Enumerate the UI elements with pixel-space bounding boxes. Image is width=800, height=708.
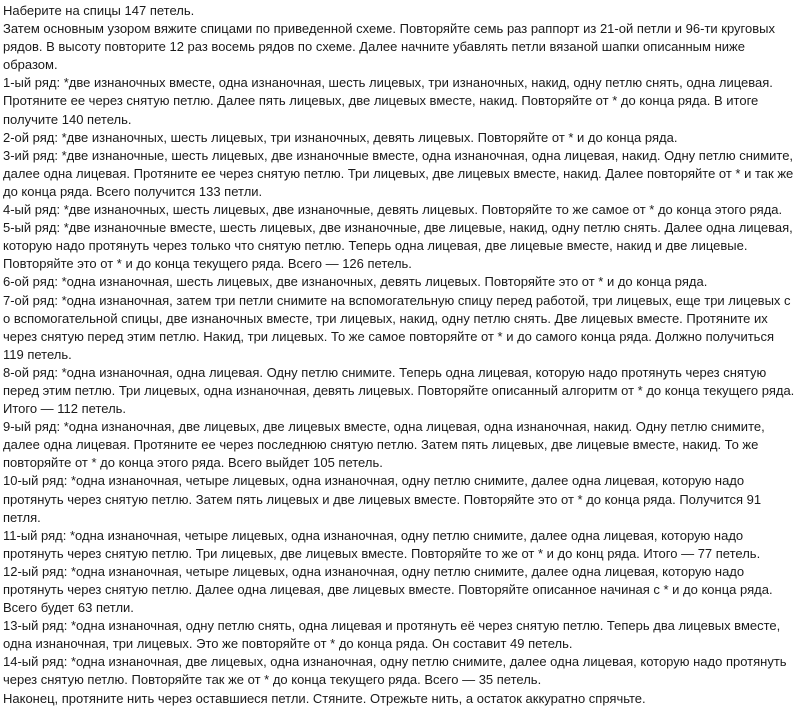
- finishing-instructions: Наконец, протяните нить через оставшиеся петли. Стяните. Отрежьте нить, а остаток аккуратно спрячьте.: [3, 690, 646, 706]
- intro-paragraph: Затем основным узором вяжите спицами по приведенной схеме. Повторяйте семь раз раппорт из 21-ой петли и 96-ти круговых рядов. В высоту повторите 12 раз восемь рядов по схеме. Далее начните убавлять петли вязаной шапки описанным ниже образом.: [3, 21, 775, 73]
- row-5-instructions: 5-ый ряд: *две изнаночные вместе, шесть лицевых, две изнаночные, две лицевые, накид, одну петлю снять. Далее одна лицевая, которую надо протянуть через только что снятую петлю. Теперь одна лицевая, две лицевые вместе, накид и две лицевые. Повторяйте это от * и до конца текущего ряда. Всего — 126 петель.: [3, 220, 793, 272]
- row-9-instructions: 9-ый ряд: *одна изнаночная, две лицевых, две лицевых вместе, одна лицевая, одна изнаночная, накид. Одну петлю снимите, далее одна лицевая. Протяните ее через последнюю снятую петлю. Затем пять лицевых, две лицевые вместе, накид. То же повторяйте от * до конца этого ряда. Всего выйдет 105 петель.: [3, 419, 765, 471]
- row-1-instructions: 1-ый ряд: *две изнаночных вместе, одна изнаночная, шесть лицевых, три изнаночных, накид, одну петлю снять, одна лицевая. Протяните ее через снятую петлю. Далее пять лицевых, две лицевых вместе, накид. Повторяйте от * до конца ряда. В итоге получите 140 петель.: [3, 75, 773, 127]
- row-14-instructions: 14-ый ряд: *одна изнаночная, две лицевых, одна изнаночная, одну петлю снимите, далее одна лицевая, которую надо протянуть через снятую петлю. Повторяйте так же от * до конца текущего ряда. Всего — 35 петель.: [3, 654, 787, 688]
- row-3-instructions: 3-ий ряд: *две изнаночные, шесть лицевых, две изнаночные вместе, одна изнаночная, одна лицевая, накид. Одну петлю снимите, далее одна лицевая. Протяните ее через снятую петлю. Три лицевых, две лицевых вместе, накид. Далее повторяйте от * и так же до конца ряда. Всего получится 133 петли.: [3, 147, 794, 199]
- row-10-instructions: 10-ый ряд: *одна изнаночная, четыре лицевых, одна изнаночная, одну петлю снимите, далее одна лицевая, которую надо протянуть через снятую петлю. Затем пять лицевых и две лицевых вместе. Повторяйте это от * до конца ряда. Получится 91 петля.: [3, 473, 762, 525]
- row-2-instructions: 2-ой ряд: *две изнаночных, шесть лицевых, три изнаночных, девять лицевых. Повторяйте от * и до конца ряда.: [3, 129, 678, 145]
- row-4-instructions: 4-ый ряд: *две изнаночных, шесть лицевых, две изнаночные, девять лицевых. Повторяйте то же самое от * до конца этого ряда.: [3, 202, 783, 218]
- row-13-instructions: 13-ый ряд: *одна изнаночная, одну петлю снять, одна лицевая и протянуть её через снятую петлю. Теперь два лицевых вместе, одна изнаночная, три лицевых. Это же повторяйте от * до конца ряда. Он составит 49 петель.: [3, 618, 781, 652]
- row-6-instructions: 6-ой ряд: *одна изнаночная, шесть лицевых, две изнаночных, девять лицевых. Повторяйте это от * и до конца ряда.: [3, 274, 708, 290]
- row-7-instructions: 7-ой ряд: *одна изнаночная, затем три петли снимите на вспомогательную спицу перед работой, три лицевых, еще три лицевых с о вспомогательной спицы, две изнаночных вместе, три лицевых, накид, одну петлю снять. Две лицевых вместе. Протяните их через снятую перед этим петлю. Накид, три лицевых. То же самое повторяйте от * и до самого конца ряда. Должно получиться 119 петель.: [3, 292, 791, 362]
- cast-on-line: Наберите на спицы 147 петель.: [3, 3, 195, 18]
- row-12-instructions: 12-ый ряд: *одна изнаночная, четыре лицевых, одна изнаночная, одну петлю снимите, далее одна лицевая, которую надо протянуть через снятую петлю. Далее одна лицевая, две лицевых вместе. Повторяйте описанное начиная с * и до конца ряда. Всего будет 63 петли.: [3, 563, 773, 616]
- row-8-instructions: 8-ой ряд: *одна изнаночная, одна лицевая. Одну петлю снимите. Теперь одна лицевая, которую надо протянуть через снятую перед этим петлю. Три лицевых, одна изнаночная, девять лицевых. Повторяйте описанный алгоритм от * до конца текущего ряда. Итого — 112 петель.: [3, 364, 795, 417]
- row-11-instructions: 11-ый ряд: *одна изнаночная, четыре лицевых, одна изнаночная, одну петлю снимите, далее одна лицевая, которую надо протянуть через снятую петлю. Три лицевых, две лицевых вместе. Повторяйте то же от * и до конц ряда. Итого — 77 петель.: [3, 527, 761, 561]
